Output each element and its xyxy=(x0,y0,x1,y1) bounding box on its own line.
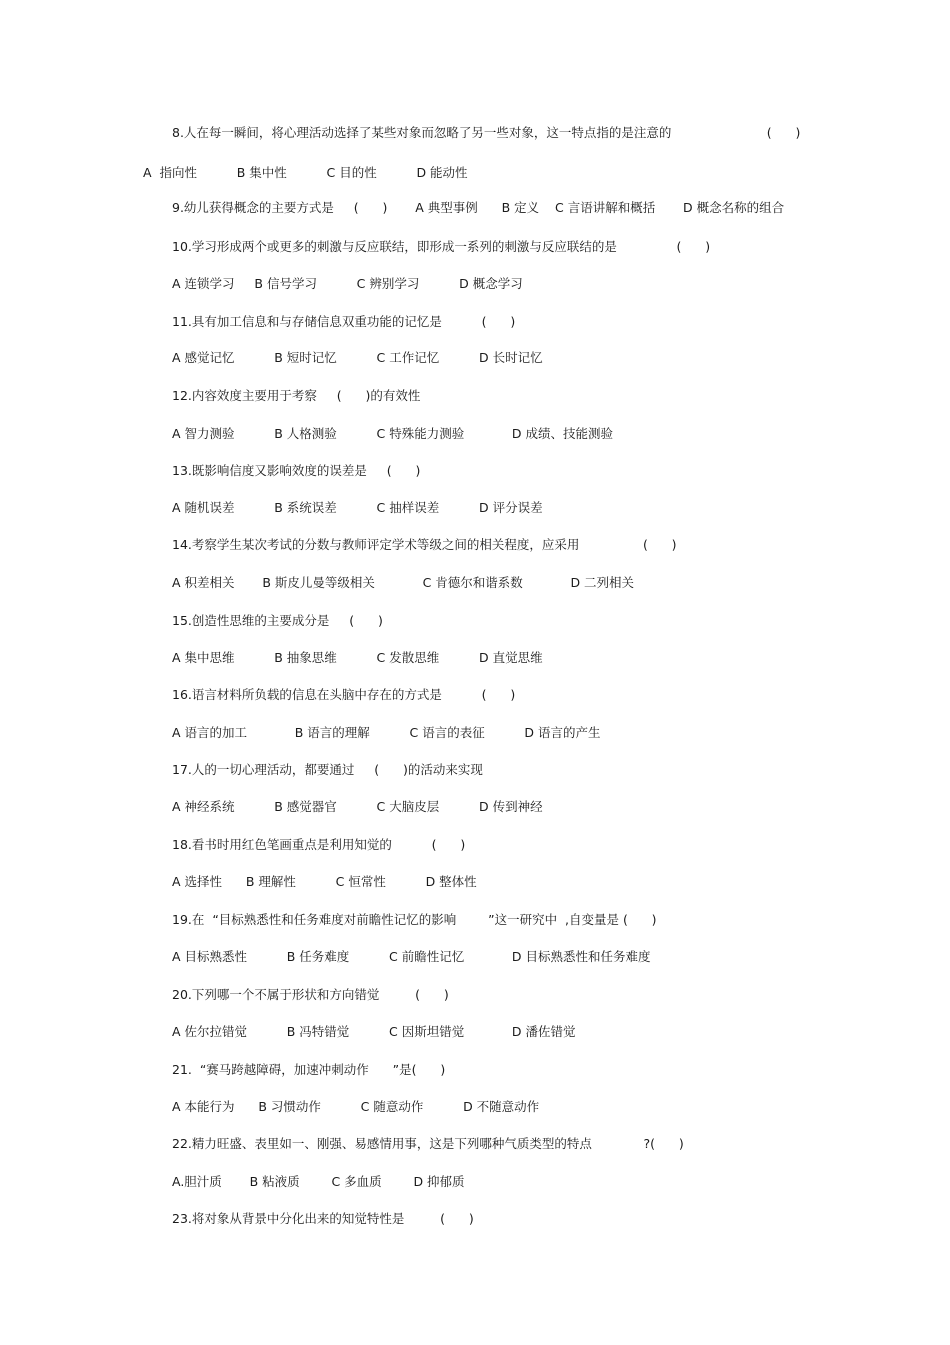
question-12: 12.内容效度主要用于考察 ( )的有效性 xyxy=(172,388,421,403)
question-13: 13.既影响信度又影响效度的误差是 ( ) xyxy=(172,463,421,478)
question-8: 8.人在每一瞬间，将心理活动选择了某些对象而忽略了另一些对象，这一特点指的是注意的 ( ) xyxy=(172,125,801,140)
question-21: 21. “赛马跨越障碍，加速冲刺动作 ”是( ) xyxy=(172,1062,446,1077)
options-18: A 选择性 B 理解性 C 恒常性 D 整体性 xyxy=(172,874,477,889)
options-20: A 佐尔拉错觉 B 冯特错觉 C 因斯坦错觉 D 潘佐错觉 xyxy=(172,1024,576,1039)
options-10: A 连锁学习 B 信号学习 C 辨别学习 D 概念学习 xyxy=(172,276,523,291)
options-22: A.胆汁质 B 粘液质 C 多血质 D 抑郁质 xyxy=(172,1174,465,1189)
question-9: 9.幼儿获得概念的主要方式是 ( ) A 典型事例 B 定义 C 言语讲解和概括 D 概念名称的组合 xyxy=(172,200,785,215)
options-15: A 集中思维 B 抽象思维 C 发散思维 D 直觉思维 xyxy=(172,650,543,665)
question-20: 20.下列哪一个不属于形状和方向错觉 ( ) xyxy=(172,987,449,1002)
question-11: 11.具有加工信息和与存储信息双重功能的记忆是 ( ) xyxy=(172,314,516,329)
question-14: 14.考察学生某次考试的分数与教师评定学术等级之间的相关程度，应采用 ( ) xyxy=(172,537,677,552)
question-18: 18.看书时用红色笔画重点是利用知觉的 ( ) xyxy=(172,837,466,852)
options-16: A 语言的加工 B 语言的理解 C 语言的表征 D 语言的产生 xyxy=(172,725,601,740)
options-14: A 积差相关 B 斯皮儿曼等级相关 C 肯德尔和谐系数 D 二列相关 xyxy=(172,575,635,590)
question-15: 15.创造性思维的主要成分是 ( ) xyxy=(172,613,383,628)
options-11: A 感觉记忆 B 短时记忆 C 工作记忆 D 长时记忆 xyxy=(172,350,543,365)
options-8: A 指向性 B 集中性 C 目的性 D 能动性 xyxy=(143,165,468,180)
question-22: 22.精力旺盛、表里如一、刚强、易感情用事，这是下列哪种气质类型的特点 ?( ) xyxy=(172,1136,684,1151)
question-19: 19.在 “目标熟悉性和任务难度对前瞻性记忆的影响 ”这一研究中 ,自变量是 ( ) xyxy=(172,912,657,927)
question-17: 17.人的一切心理活动，都要通过 ( )的活动来实现 xyxy=(172,762,483,777)
options-13: A 随机误差 B 系统误差 C 抽样误差 D 评分误差 xyxy=(172,500,543,515)
question-16: 16.语言材料所负载的信息在头脑中存在的方式是 ( ) xyxy=(172,687,516,702)
question-10: 10.学习形成两个或更多的刺激与反应联结，即形成一系列的刺激与反应联结的是 ( ) xyxy=(172,239,711,254)
options-19: A 目标熟悉性 B 任务难度 C 前瞻性记忆 D 目标熟悉性和任务难度 xyxy=(172,949,651,964)
question-23: 23.将对象从背景中分化出来的知觉特性是 ( ) xyxy=(172,1211,474,1226)
options-12: A 智力测验 B 人格测验 C 特殊能力测验 D 成绩、技能测验 xyxy=(172,426,614,441)
options-21: A 本能行为 B 习惯动作 C 随意动作 D 不随意动作 xyxy=(172,1099,540,1114)
options-17: A 神经系统 B 感觉器官 C 大脑皮层 D 传到神经 xyxy=(172,799,543,814)
